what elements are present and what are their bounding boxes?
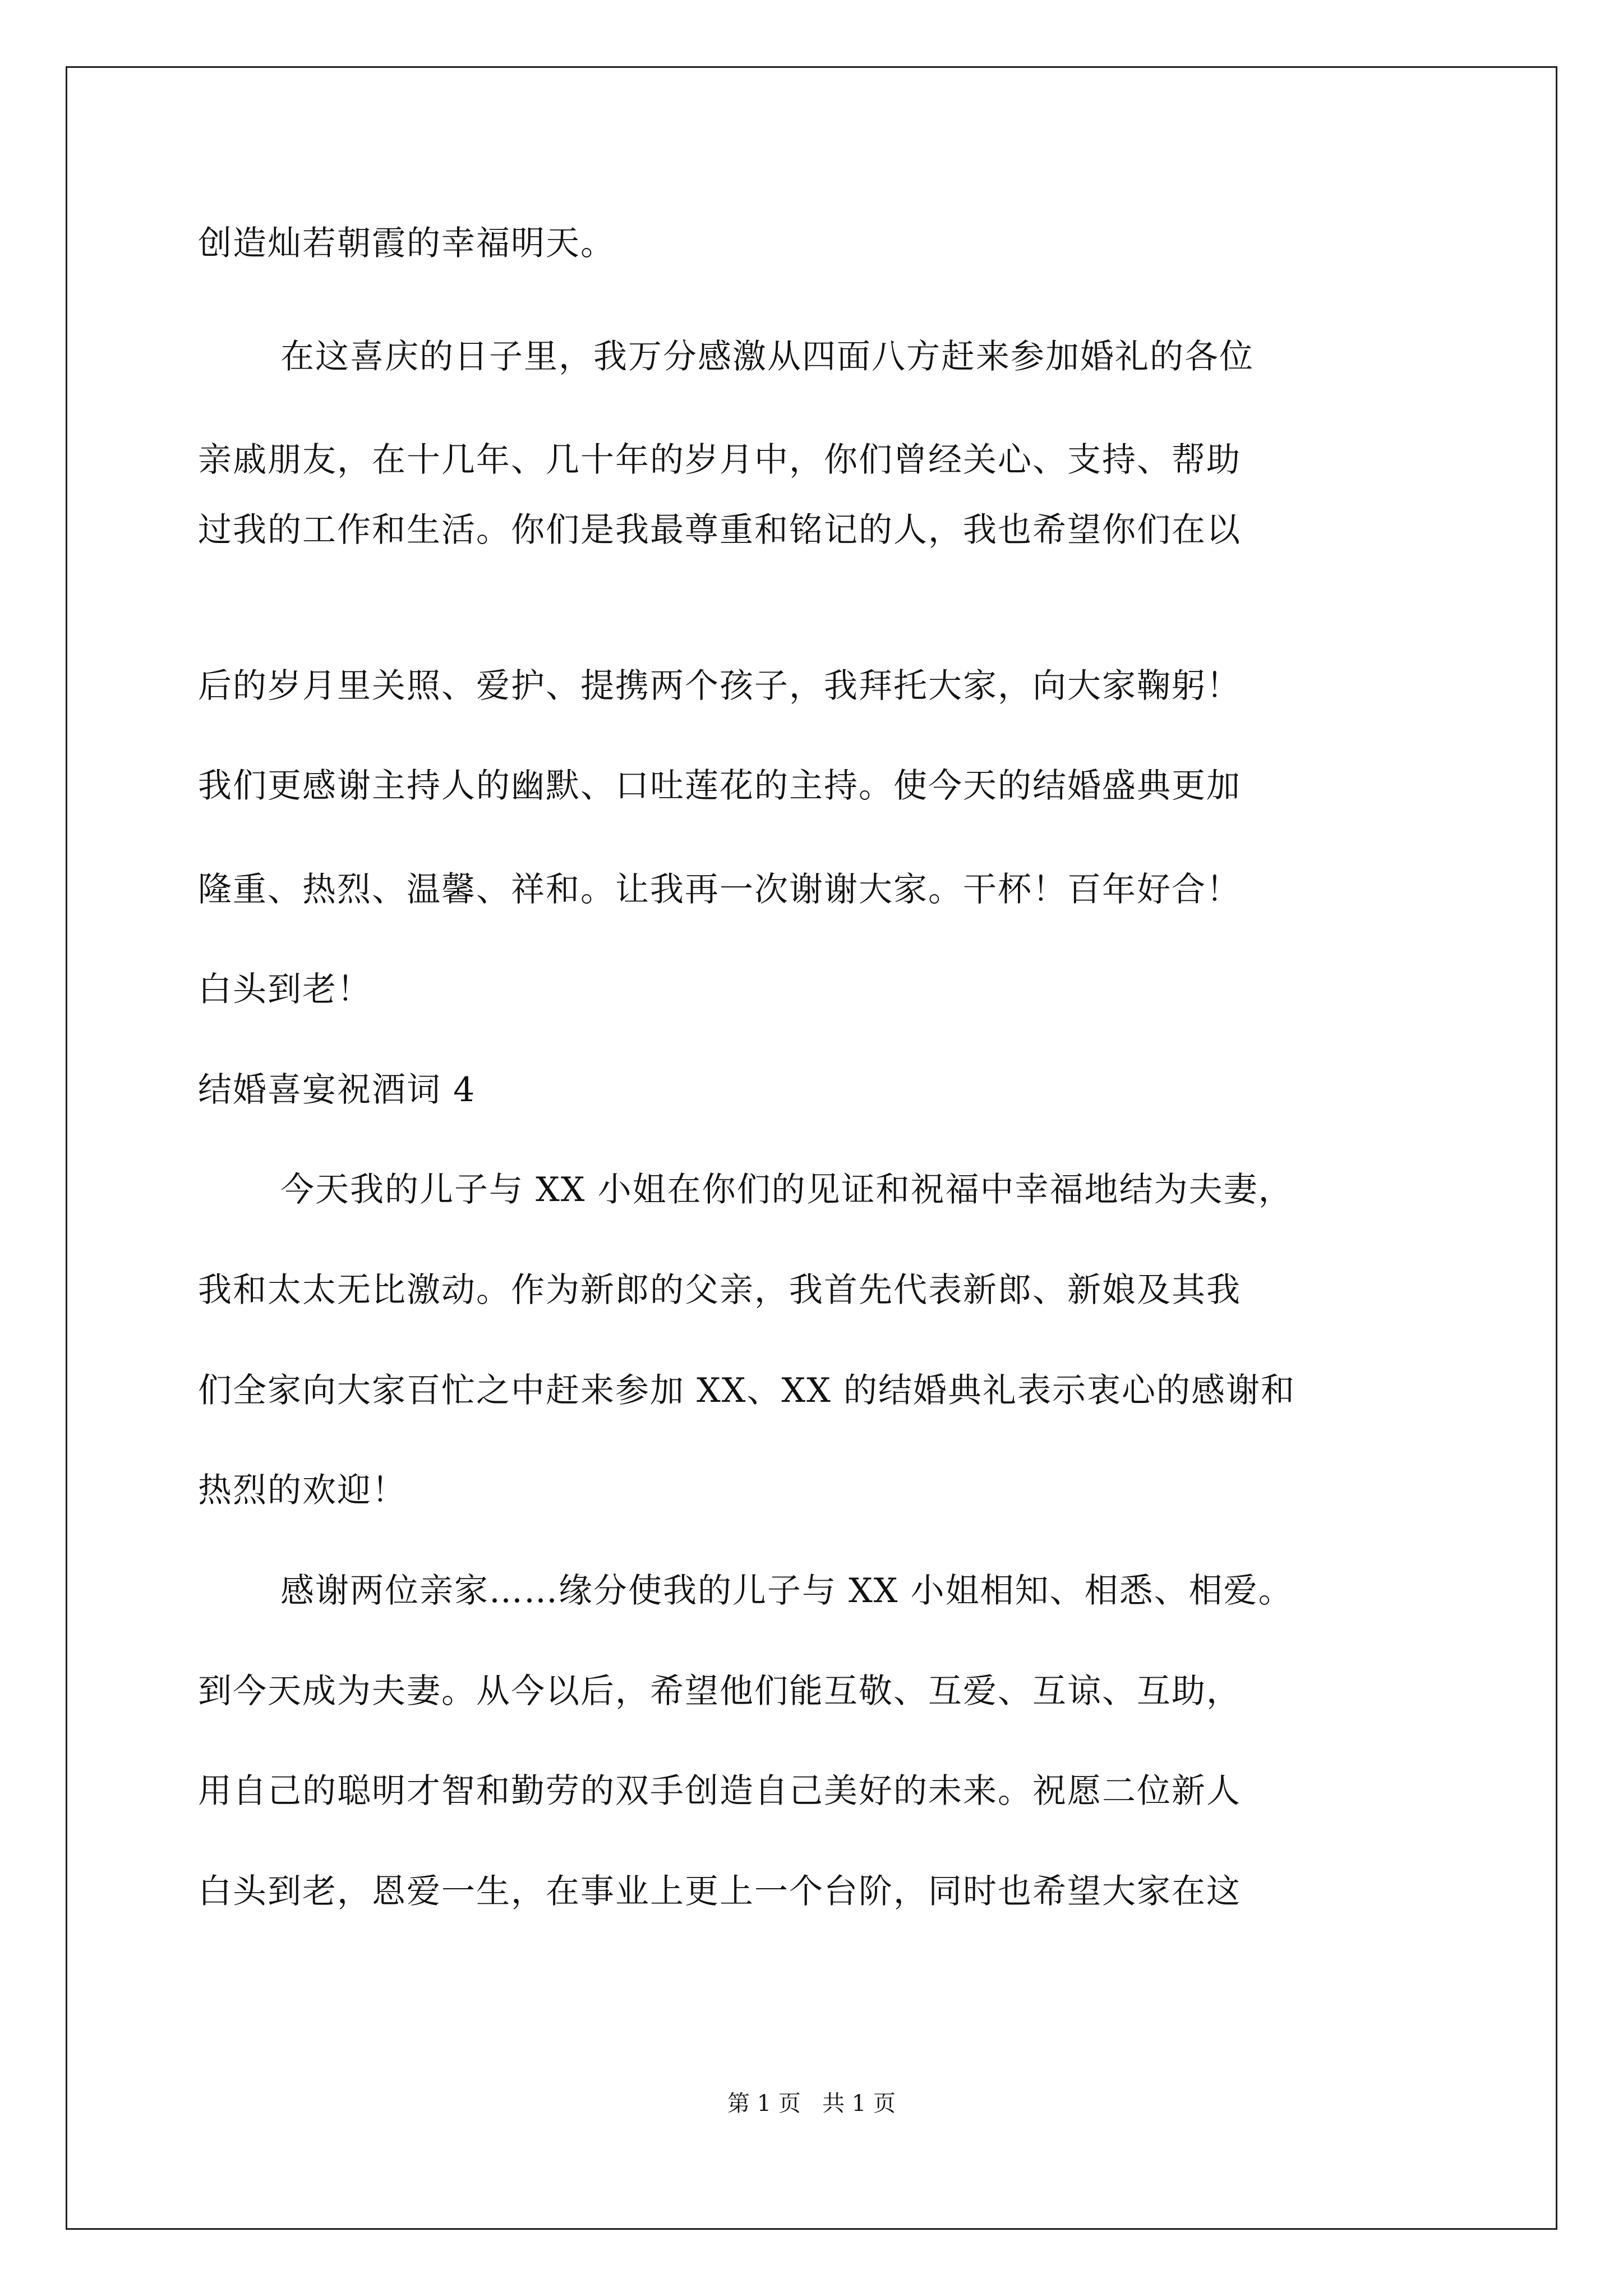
- paragraph-line: 热烈的欢迎！: [198, 1471, 407, 1510]
- paragraph-line: 白头到老！: [198, 970, 372, 1009]
- paragraph-line: 用自己的聪明才智和勤劳的双手创造自己美好的未来。祝愿二位新人: [198, 1772, 1241, 1811]
- paragraph-line: 我和太太无比激动。作为新郎的父亲，我首先代表新郎、新娘及其我: [198, 1271, 1241, 1310]
- paragraph-line: 感谢两位亲家……缘分使我的儿子与 XX 小姐相知、相悉、相爱。: [280, 1571, 1293, 1611]
- paragraph-line: 创造灿若朝霞的幸福明天。: [198, 224, 615, 263]
- paragraph-line: 们全家向大家百忙之中赶来参加 XX、XX 的结婚典礼表示衷心的感谢和: [198, 1371, 1296, 1410]
- paragraph-line: 过我的工作和生活。你们是我最尊重和铭记的人，我也希望你们在以: [198, 510, 1241, 550]
- section-heading: 结婚喜宴祝酒词 4: [198, 1070, 476, 1110]
- paragraph-line: 今天我的儿子与 XX 小姐在你们的见证和祝福中幸福地结为夫妻，: [280, 1170, 1293, 1209]
- paragraph-line: 白头到老，恩爱一生，在事业上更上一个台阶，同时也希望大家在这: [198, 1872, 1241, 1911]
- paragraph-line: 在这喜庆的日子里，我万分感激从四面八方赶来参加婚礼的各位: [280, 337, 1254, 376]
- paragraph-line: 后的岁月里关照、爱护、提携两个孩子，我拜托大家，向大家鞠躬！: [198, 666, 1241, 706]
- page-number-footer: 第 1 页 共 1 页: [727, 2091, 896, 2116]
- paragraph-line: 隆重、热烈、温馨、祥和。让我再一次谢谢大家。干杯！百年好合！: [198, 870, 1241, 909]
- paragraph-line: 亲戚朋友，在十几年、几十年的岁月中，你们曾经关心、支持、帮助: [198, 440, 1241, 480]
- paragraph-line: 到今天成为夫妻。从今以后，希望他们能互敬、互爱、互谅、互助，: [198, 1672, 1241, 1711]
- paragraph-line: 我们更感谢主持人的幽默、口吐莲花的主持。使今天的结婚盛典更加: [198, 766, 1241, 806]
